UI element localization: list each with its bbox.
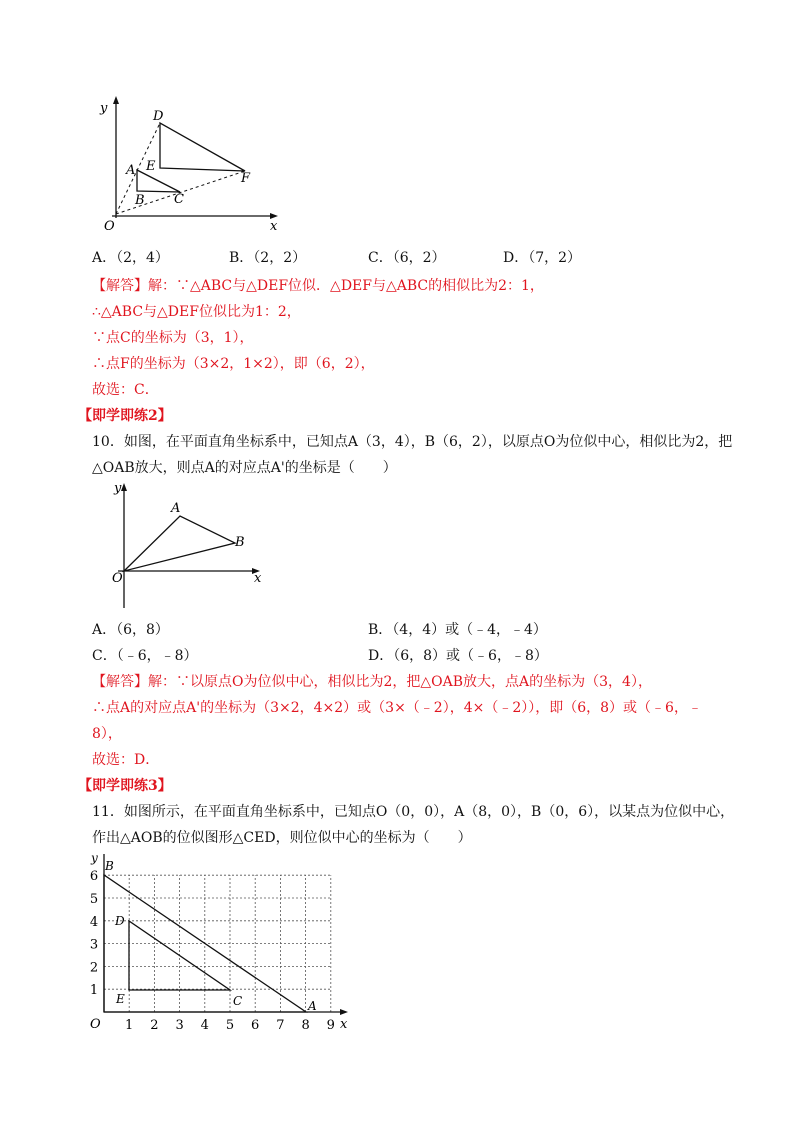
section-heading-2: 【即学即练2】	[78, 408, 172, 424]
q10-answer-line-1: 【解答】解：∵以原点O为位似中心，相似比为2，把△OAB放大，点A的坐标为（3，4），	[92, 674, 652, 690]
q10-stem-line-1: 10．如图，在平面直角坐标系中，已知点A（3，4），B（6，2），以原点O为位似中心，相似比为2，把	[92, 434, 733, 450]
label-b: B	[235, 535, 245, 550]
x-tick-label: 8	[301, 1018, 310, 1032]
figure-triangle-oab	[98, 478, 278, 612]
q10-option-d: D．（6，8）或（﹣6，﹣8）	[368, 648, 548, 664]
label-o: O	[104, 219, 115, 234]
x-tick-label: 4	[200, 1018, 209, 1032]
q9-option-a: A．（2，4）	[92, 250, 169, 266]
label-d: D	[115, 914, 125, 928]
label-e: E	[116, 992, 125, 1006]
label-y: y	[91, 852, 98, 865]
y-tick-label: 5	[89, 892, 99, 907]
x-tick-label: 7	[276, 1018, 285, 1032]
x-tick-label: 3	[175, 1018, 184, 1032]
q11-stem-line-2: 作出△AOB的位似图形△CED，则位似中心的坐标为（ ）	[92, 830, 472, 846]
label-b: B	[135, 193, 145, 208]
label-x: x	[254, 571, 262, 586]
label-f: F	[241, 171, 251, 186]
q9-option-b: B．（2，2）	[229, 250, 307, 266]
q10-stem-line-2: △OAB放大，则点A的对应点A'的坐标是（ ）	[92, 460, 397, 476]
label-e: E	[146, 159, 156, 174]
label-d: D	[153, 109, 164, 124]
q9-answer-line-4: ∴点F的坐标为（3×2，1×2），即（6，2），	[92, 356, 375, 372]
label-c: C	[174, 192, 184, 207]
x-tick-label: 1	[125, 1018, 134, 1032]
triangle-oab	[124, 516, 235, 571]
q9-answer-line-3: ∵点C的坐标为（3，1），	[92, 330, 254, 346]
triangle-abc	[137, 170, 180, 192]
label-a: A	[308, 999, 317, 1013]
q10-option-b: B．（4，4）或（﹣4，﹣4）	[368, 622, 547, 638]
label-o: O	[112, 571, 123, 586]
label-x: x	[340, 1017, 348, 1032]
figure-similar-triangles	[90, 92, 290, 237]
q9-answer-line-2: ∴△ABC与△DEF位似比为1：2，	[92, 304, 301, 320]
q10-answer-line-4: 故选：D．	[92, 752, 160, 768]
section-heading-3: 【即学即练3】	[78, 778, 172, 794]
q9-option-c: C．（6，2）	[368, 250, 446, 266]
triangle-def	[160, 123, 245, 171]
x-tick-label: 6	[251, 1018, 260, 1032]
label-x: x	[270, 219, 278, 234]
q10-option-a: A．（6，8）	[92, 622, 169, 638]
label-a: A	[126, 163, 136, 178]
y-tick-label: 3	[89, 937, 99, 953]
y-tick-label: 6	[89, 869, 99, 885]
q9-option-d: D．（7，2）	[503, 250, 582, 266]
q10-option-c: C．（﹣6，﹣8）	[92, 648, 198, 664]
label-b: B	[105, 859, 114, 873]
q9-answer-line-5: 故选：C．	[92, 382, 159, 398]
y-tick-label: 1	[89, 983, 99, 999]
x-tick-label: 9	[326, 1018, 335, 1032]
q9-answer-line-1: 【解答】解：∵△ABC与△DEF位似．△DEF与△ABC的相似比为2：1，	[92, 278, 544, 294]
label-a: A	[171, 501, 181, 516]
x-tick-label: 5	[225, 1018, 235, 1032]
q11-stem-line-1: 11．如图所示，在平面直角坐标系中，已知点O（0，0），A（8，0），B（0，6），以某点为位似中心，	[92, 804, 735, 820]
label-y: y	[114, 481, 122, 496]
label-y: y	[100, 101, 108, 116]
label-o: O	[90, 1017, 101, 1032]
q10-answer-line-3: 8），	[92, 726, 122, 742]
label-c: C	[233, 994, 243, 1008]
x-tick-label: 2	[150, 1018, 159, 1032]
figure-grid-aob-ced	[84, 852, 354, 1032]
y-tick-label: 2	[89, 960, 99, 976]
y-tick-label: 4	[89, 914, 99, 930]
q10-answer-line-2: ∴点A的对应点A'的坐标为（3×2，4×2）或（3×（﹣2），4×（﹣2）），即（6，8）或（﹣6，﹣	[92, 700, 702, 716]
